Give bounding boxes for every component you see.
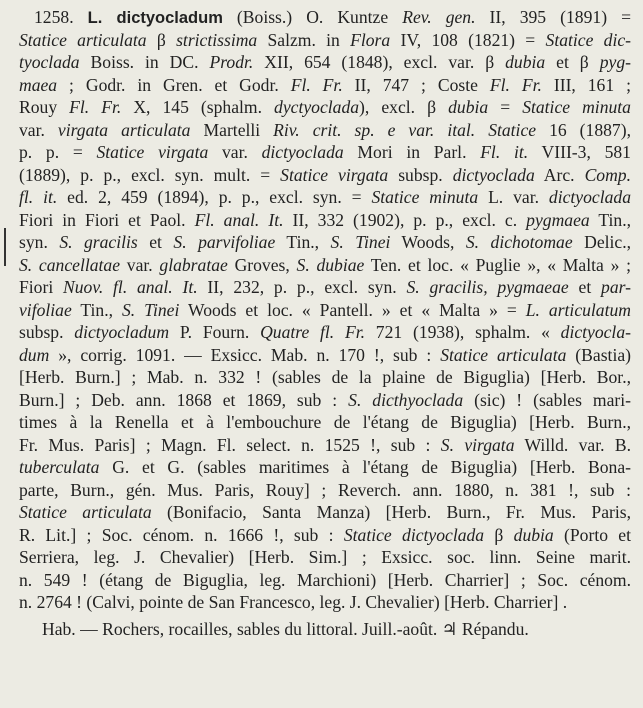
italic-text: Statice virgata <box>280 164 389 185</box>
text-span: Salzm. in <box>257 29 351 50</box>
text-line <box>19 96 631 118</box>
text-span: Tin., <box>275 232 331 252</box>
italic-text: dubia <box>505 52 546 72</box>
italic-text: Flora <box>350 29 391 50</box>
italic-text: glabratae <box>159 254 228 275</box>
italic-text: Nuov. fl. anal. It. <box>63 277 198 297</box>
text-span: Serriera, leg. J. Chevalier) [Herb. Sim.] ; Exsicc. soc. linn. Seine marit. <box>19 547 631 567</box>
italic-text: S. gracilis <box>59 232 138 252</box>
italic-text: maea <box>19 74 58 95</box>
text-span: R. Lit.] ; Soc. cénom. n. 1666 !, sub : <box>19 524 344 545</box>
italic-text: Fl. Fr. <box>69 97 122 117</box>
italic-text: tyoclada <box>19 52 80 72</box>
italic-text: S. dubiae <box>296 254 365 275</box>
italic-text: S. cancellatae <box>19 254 121 275</box>
italic-text: Statice articulata <box>19 502 152 522</box>
italic-text: Statice articulata <box>440 344 567 365</box>
italic-text: Fl. Fr. <box>489 74 542 95</box>
text-line <box>19 501 631 523</box>
text-span: L. var. <box>478 187 549 207</box>
italic-text: S. dicthyoclada <box>348 389 464 410</box>
text-span: syn. <box>19 232 60 252</box>
text-span: times à la Renella et à l'embouchure de l'étang de Biguglia) [Herb. Burn., <box>19 412 631 432</box>
text-span: III, 161 ; <box>541 74 631 95</box>
italic-text: Statice articulata <box>19 29 147 50</box>
text-line <box>19 569 631 591</box>
text-span: var. <box>208 142 262 162</box>
text-span: Willd. var. B. <box>514 434 631 455</box>
text-span: parte, Burn., gén. Mus. Paris, Rouy] ; Reverch. ann. 1880, n. 381 !, sub : <box>19 479 631 500</box>
italic-text: Fl. anal. It. <box>194 209 284 230</box>
text-line <box>19 209 631 231</box>
text-span: var. <box>120 254 160 275</box>
text-span: G. et G. (sables maritimes à l'étang de Biguglia) [Herb. Bona- <box>99 457 631 477</box>
text-line <box>19 434 631 456</box>
text-span: (Boiss.) O. Kuntze <box>222 7 403 27</box>
italic-text: tuberculata <box>19 457 100 477</box>
text-line <box>19 164 631 186</box>
text-span: ), excl. β <box>359 97 449 117</box>
italic-text: Statice dic- <box>545 29 631 50</box>
text-line <box>19 74 631 96</box>
text-span: p. p. = <box>19 142 97 162</box>
text-span: (sic) ! (sables mari- <box>463 389 631 410</box>
italic-text: fl. it. <box>19 187 58 207</box>
italic-text: Quatre fl. Fr. <box>260 322 366 342</box>
text-line <box>19 299 631 321</box>
text-span: et <box>568 277 602 297</box>
italic-text: strictissima <box>176 29 258 50</box>
text-span: Burn.] ; Deb. ann. 1868 et 1869, sub : <box>19 389 349 410</box>
text-line <box>19 321 631 343</box>
italic-text: dictyoclada <box>261 142 344 162</box>
italic-text: L. articulatum <box>525 299 631 320</box>
italic-text: vifoliae <box>19 299 72 320</box>
text-span: 721 (1938), sphalm. « <box>365 322 561 342</box>
text-span: 1258. <box>34 7 88 27</box>
text-span: var. <box>19 119 58 140</box>
text-line <box>19 411 631 433</box>
text-line <box>19 254 631 276</box>
italic-text: dyctyoclada <box>274 97 360 117</box>
italic-text: S. virgata <box>440 434 515 455</box>
italic-text: S. dichotomae <box>465 232 573 252</box>
italic-text: Statice minuta <box>522 97 631 117</box>
text-span: 16 (1887), <box>536 119 631 140</box>
text-span: Woods, <box>390 232 466 252</box>
text-line <box>19 479 631 501</box>
text-span: n. 549 ! (étang de Biguglia, leg. Marchioni) [Herb. Charrier] ; Soc. cénom. <box>19 569 631 590</box>
text-span: [Herb. Burn.] ; Mab. n. 332 ! (sables de la plaine de Biguglia) [Herb. Bor., <box>19 367 631 387</box>
italic-text: Statice minuta <box>371 187 479 207</box>
text-span: subsp. <box>388 164 453 185</box>
text-span: Groves, <box>227 254 297 275</box>
text-span: », corrig. 1091. — Exsicc. Mab. n. 170 !, sub : <box>49 344 441 365</box>
italic-text: dictyocla- <box>560 322 631 342</box>
text-line <box>19 591 631 613</box>
italic-text: Statice dictyoclada <box>343 524 485 545</box>
text-span: subsp. <box>19 322 75 342</box>
italic-text: S. gracilis, pygmaeae <box>406 277 569 297</box>
text-span: Martelli <box>190 119 274 140</box>
text-span: Fiori in Fiori et Paol. <box>19 209 195 230</box>
text-line <box>19 524 631 546</box>
italic-text: Comp. <box>584 164 631 185</box>
text-span: Mori in Parl. <box>343 142 481 162</box>
text-span: II, 232, p. p., excl. syn. <box>197 277 407 297</box>
text-span: ed. 2, 459 (1894), p. p., excl. syn. = <box>57 187 372 207</box>
text-line <box>19 546 631 568</box>
text-span: (Bonifacio, Santa Manza) [Herb. Burn., Fr. Mus. Paris, <box>151 502 631 522</box>
text-span: et β <box>545 52 600 72</box>
text-span: (Bastia) <box>566 344 631 365</box>
italic-text: par- <box>601 277 631 297</box>
text-span: XII, 654 (1848), excl. var. β <box>253 52 506 72</box>
text-span: VIII-3, 581 <box>528 142 631 162</box>
italic-text: Fl. it. <box>480 142 529 162</box>
italic-text: dubia <box>513 524 554 545</box>
text-span: Fiori <box>19 277 64 297</box>
italic-text: S. Tinei <box>330 232 391 252</box>
text-span: n. 2764 ! (Calvi, pointe de San Francesco, leg. J. Chevalier) [Herb. Charrier] . <box>19 592 568 612</box>
italic-text: pygmaea <box>526 209 590 230</box>
italic-text: S. parvifoliae <box>173 232 276 252</box>
habitat-line: Hab. — Rochers, rocailles, sables du littoral. Juill.-août. ♃ Répandu. <box>42 618 529 639</box>
text-span: (Porto et <box>553 524 631 545</box>
text-line <box>34 6 631 28</box>
text-line <box>19 389 631 411</box>
text-span: β <box>146 29 177 50</box>
text-line <box>19 366 631 388</box>
text-line <box>19 141 631 163</box>
italic-text: Statice virgata <box>96 142 209 162</box>
taxon-name: L. dictyocladum <box>87 9 223 27</box>
italic-text: dum <box>19 344 50 365</box>
text-span: Rouy <box>19 97 70 117</box>
text-span: II, 332 (1902), p. p., excl. c. <box>283 209 527 230</box>
text-line <box>19 186 631 208</box>
italic-text: virgata articulata <box>57 119 191 140</box>
text-span: Boiss. in DC. <box>79 52 210 72</box>
text-line <box>19 51 631 73</box>
text-span: P. Fourn. <box>169 322 261 342</box>
italic-text: pyg- <box>599 52 631 72</box>
text-span: Delic., <box>572 232 631 252</box>
text-span: et <box>137 232 174 252</box>
text-span: Tin., <box>589 209 631 230</box>
italic-text: S. Tinei <box>122 299 180 320</box>
text-line <box>19 231 631 253</box>
text-span: Woods et loc. « Pantell. » et « Malta » = <box>179 299 526 320</box>
italic-text: dubia <box>448 97 489 117</box>
italic-text: Rev. gen. <box>402 7 476 27</box>
text-span: Ten. et loc. « Puglie », « Malta » ; <box>364 254 631 275</box>
text-line <box>19 456 631 478</box>
text-span: = <box>488 97 523 117</box>
text-line <box>19 119 631 141</box>
margin-mark <box>4 228 6 266</box>
text-span: ; Godr. in Gren. et Godr. <box>57 74 291 95</box>
italic-text: Prodr. <box>209 52 254 72</box>
italic-text: Fl. Fr. <box>290 74 343 95</box>
text-span: Arc. <box>534 164 585 185</box>
text-span: Tin., <box>71 299 122 320</box>
italic-text: dictyoclada <box>548 187 631 207</box>
text-span: β <box>484 524 514 545</box>
text-span: II, 395 (1891) = <box>475 7 631 27</box>
text-span: X, 145 (sphalm. <box>121 97 275 117</box>
text-span: Fr. Mus. Paris] ; Magn. Fl. select. n. 1525 !, sub : <box>19 434 441 455</box>
italic-text: dictyocladum <box>74 322 170 342</box>
italic-text: dictyoclada <box>452 164 535 185</box>
text-line <box>19 29 631 51</box>
italic-text: Riv. crit. sp. e var. ital. Statice <box>273 119 537 140</box>
text-line <box>19 344 631 366</box>
text-span: II, 747 ; Coste <box>342 74 490 95</box>
text-line <box>19 276 631 298</box>
text-span: (1889), p. p., excl. syn. mult. = <box>19 164 281 185</box>
text-span: IV, 108 (1821) = <box>390 29 546 50</box>
